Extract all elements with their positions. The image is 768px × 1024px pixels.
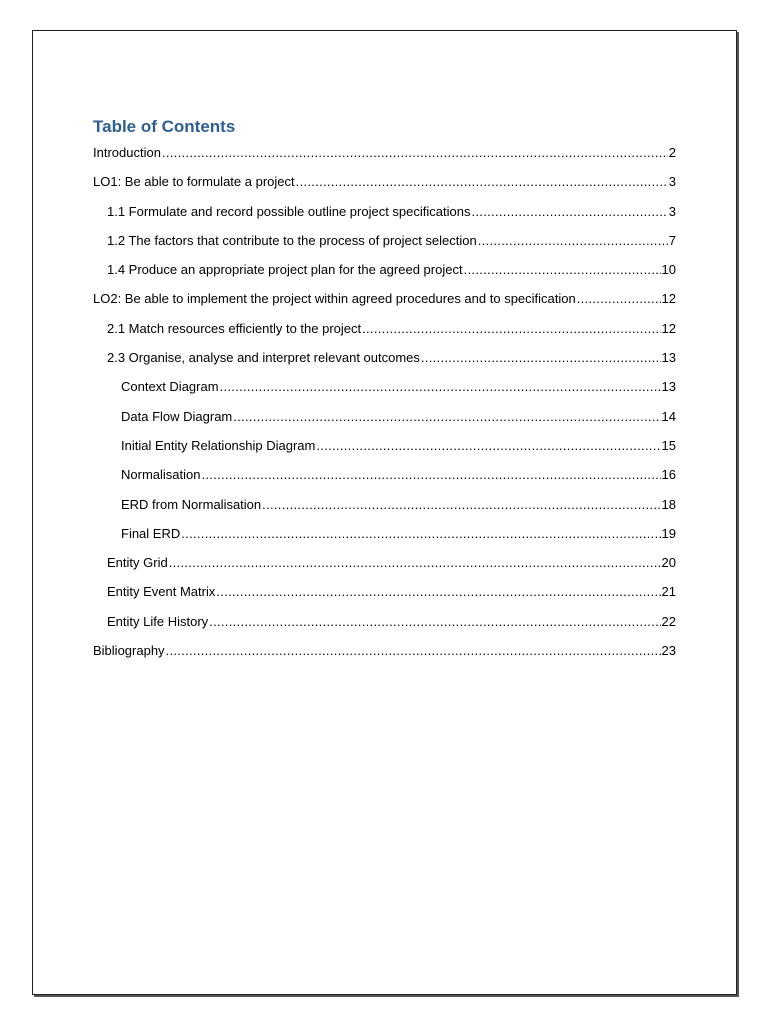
toc-page-number: 7 <box>668 232 676 248</box>
toc-entry[interactable] <box>93 643 676 672</box>
toc-entry[interactable] <box>93 614 676 643</box>
toc-entry[interactable] <box>93 350 676 379</box>
toc-entry[interactable] <box>93 526 676 555</box>
toc-dot-leader <box>166 643 661 659</box>
toc-entry-title: LO2: Be able to implement the project within agreed procedures and to specification <box>93 291 576 307</box>
toc-dot-leader <box>216 584 660 600</box>
toc-entry-title: Data Flow Diagram <box>121 408 233 424</box>
toc-dot-leader <box>421 350 661 366</box>
toc-dot-leader <box>181 526 660 542</box>
toc-page-number: 23 <box>661 643 676 659</box>
toc-entry-title: 2.1 Match resources efficiently to the project <box>107 320 362 336</box>
toc-page-number: 19 <box>661 525 676 541</box>
toc-dot-leader <box>262 497 660 513</box>
toc-page-number: 18 <box>661 496 676 512</box>
toc-entry-title: 1.2 The factors that contribute to the process of project selection <box>107 232 477 248</box>
toc-entry-title: LO1: Be able to formulate a project <box>93 174 295 190</box>
toc-entry[interactable] <box>93 379 676 408</box>
toc-dot-leader <box>577 291 661 307</box>
toc-dot-leader <box>209 614 660 630</box>
toc-dot-leader <box>296 174 668 190</box>
toc-entry[interactable] <box>93 204 676 233</box>
toc-entry[interactable] <box>93 262 676 291</box>
toc-entry[interactable] <box>93 438 676 467</box>
toc-dot-leader <box>233 409 660 425</box>
toc-page-number: 2 <box>668 145 676 160</box>
toc-entry-title: ERD from Normalisation <box>121 496 262 512</box>
toc-page-number: 15 <box>661 437 676 453</box>
toc-page-number: 22 <box>661 613 676 629</box>
toc-entry[interactable] <box>93 467 676 496</box>
toc-entry-title: Entity Event Matrix <box>107 584 216 600</box>
toc-page-number: 13 <box>661 379 676 395</box>
toc-dot-leader <box>471 204 667 220</box>
toc-entry-title: Context Diagram <box>121 379 219 395</box>
toc-dot-leader <box>316 438 660 454</box>
toc-page-number: 3 <box>668 174 676 190</box>
toc-entry-title: Entity Life History <box>107 613 209 629</box>
document-page <box>32 30 737 995</box>
toc-dot-leader <box>464 262 661 278</box>
toc-dot-leader <box>478 233 668 249</box>
toc-entry-title: 2.3 Organise, analyse and interpret relevant outcomes <box>107 350 420 366</box>
toc-entry-title: Final ERD <box>121 525 181 541</box>
toc-entry-title: 1.1 Formulate and record possible outline project specifications <box>107 203 471 219</box>
toc-page-number: 3 <box>668 203 676 219</box>
toc-entry-list <box>93 145 676 672</box>
toc-heading: Table of Contents <box>93 117 236 136</box>
toc-entry[interactable] <box>93 584 676 613</box>
toc-entry-title: Introduction <box>93 145 161 160</box>
toc-entry[interactable] <box>93 233 676 262</box>
toc-dot-leader <box>162 145 668 161</box>
toc-entry[interactable] <box>93 409 676 438</box>
toc-entry-title: Entity Grid <box>107 555 168 571</box>
toc-page-number: 14 <box>661 408 676 424</box>
toc-dot-leader <box>201 467 660 483</box>
toc-entry-title: Initial Entity Relationship Diagram <box>121 437 316 453</box>
toc-entry-title: Normalisation <box>121 467 201 483</box>
toc-entry[interactable] <box>93 497 676 526</box>
toc-entry-title: 1.4 Produce an appropriate project plan for the agreed project <box>107 262 463 278</box>
toc-dot-leader <box>220 379 661 395</box>
toc-entry-title: Bibliography <box>93 643 165 659</box>
toc-page-number: 16 <box>661 467 676 483</box>
toc-dot-leader <box>169 555 661 571</box>
toc-page-number: 12 <box>661 320 676 336</box>
toc-page-number: 12 <box>661 291 676 307</box>
toc-entry[interactable] <box>93 321 676 350</box>
toc-entry[interactable] <box>93 291 676 320</box>
toc-page-number: 13 <box>661 350 676 366</box>
toc-page-number: 20 <box>661 555 676 571</box>
toc-entry[interactable] <box>93 555 676 584</box>
toc-page-number: 10 <box>661 262 676 278</box>
toc-entry[interactable] <box>93 145 676 174</box>
table-of-contents <box>93 115 676 672</box>
toc-page-number: 21 <box>661 584 676 600</box>
toc-entry[interactable] <box>93 174 676 203</box>
toc-dot-leader <box>362 321 660 337</box>
